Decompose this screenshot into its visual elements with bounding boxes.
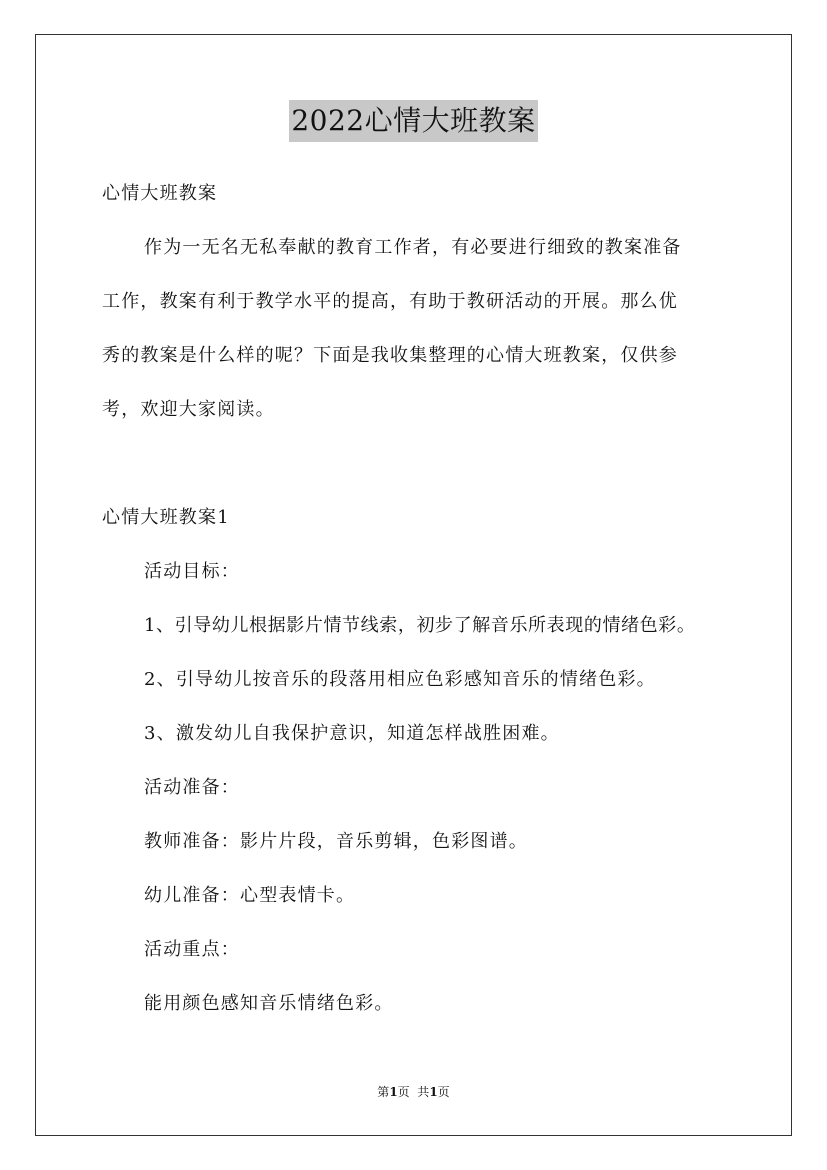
section-heading: 心情大班教案1 [102, 507, 230, 528]
page-footer [0, 1084, 827, 1100]
document-subtitle: 心情大班教案 [102, 183, 218, 204]
footer-page-suffix: 页 [437, 1085, 450, 1099]
body-line-child-prep: 幼儿准备：心型表情卡。 [144, 885, 356, 906]
body-line-goal-2: 2、引导幼儿按音乐的段落用相应色彩感知音乐的情绪色彩。 [144, 669, 656, 690]
body-line-goal-3: 3、激发幼儿自我保护意识，知道怎样战胜困难。 [144, 723, 560, 744]
footer-page-current: 1 [389, 1085, 398, 1099]
body-line-activity-prep: 活动准备： [144, 777, 240, 798]
body-line-activity-goals: 活动目标： [144, 561, 240, 582]
body-line-focus-content: 能用颜色感知音乐情绪色彩。 [144, 993, 394, 1014]
intro-line-3: 秀的教案是什么样的呢？下面是我收集整理的心情大班教案，仅供参 [102, 345, 678, 366]
body-line-goal-1: 1、引导幼儿根据影片情节线索，初步了解音乐所表现的情绪色彩。 [144, 615, 696, 636]
body-line-activity-focus: 活动重点： [144, 939, 240, 960]
intro-line-1: 作为一无名无私奉献的教育工作者，有必要进行细致的教案准备 [144, 237, 682, 258]
intro-line-2: 工作，教案有利于教学水平的提高，有助于教研活动的开展。那么优 [102, 291, 678, 312]
footer-page-prefix: 第 [377, 1085, 390, 1099]
footer-page-mid: 页 共 [397, 1085, 430, 1099]
document-title: 2022心情大班教案 [289, 100, 537, 142]
title-wrap [0, 100, 827, 142]
body-line-teacher-prep: 教师准备：影片片段，音乐剪辑，色彩图谱。 [144, 831, 528, 852]
intro-line-4: 考，欢迎大家阅读。 [102, 399, 275, 420]
footer-page-total: 1 [429, 1085, 438, 1099]
